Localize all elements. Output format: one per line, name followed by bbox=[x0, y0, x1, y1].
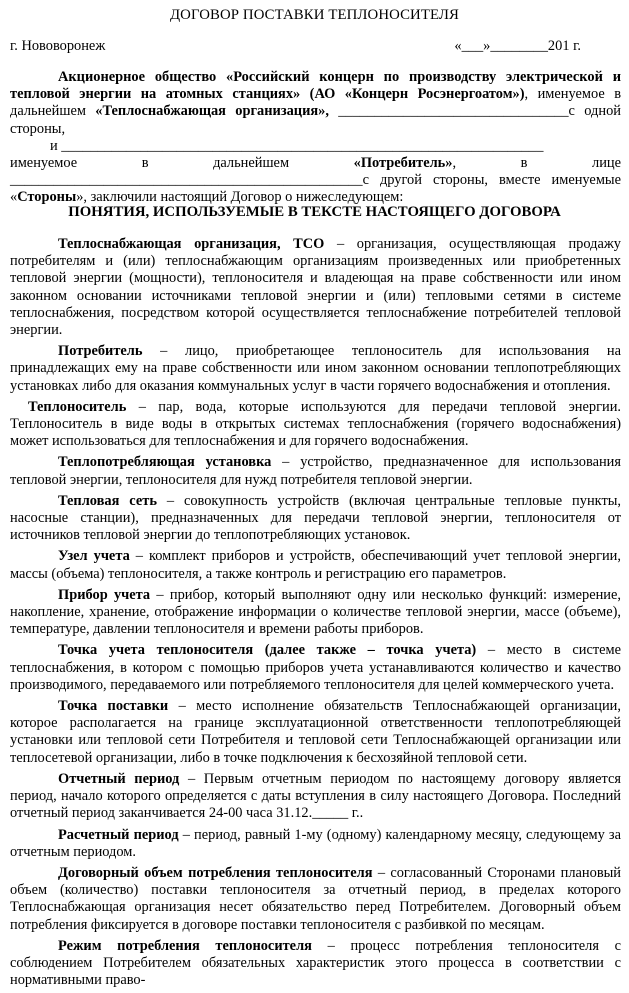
preamble-text: , именуемое в дальнейшем bbox=[10, 86, 621, 120]
definition-text: – пар, вода, которые используются для передачи тепловой энергии. Теплоноситель в виде воды в открытых системах теплоснабжения (горячего водоснабжения) может использоваться для теплоснабжения и для горячего водоснабжения. bbox=[10, 398, 621, 450]
preamble-text: , в лице _________________________________________________с другой стороны, вместе именуемые « bbox=[10, 155, 621, 206]
definition-term: Тепловая сеть bbox=[58, 492, 157, 509]
definition-item bbox=[10, 548, 621, 582]
definition-term: Точка учета теплоносителя (далее также – точка учета) bbox=[58, 642, 477, 659]
party-1-role: «Теплоснабжающая организация», bbox=[95, 103, 329, 120]
definition-text: – прибор, который выполняют одну или несколько функций: измерение, накопление, хранение, отображение информации о количестве тепловой энергии, массе (объеме), температуре, давлении теплоносителя и времени работы приборов. bbox=[10, 586, 621, 638]
definition-text: – организация, осуществляющая продажу потребителям и (или) теплоснабжающим организациям произведенных или приобретенных тепловой энергии (мощности), теплоносителя и владеющая на праве собственности или ином законном основании источниками тепловой энергии и (или) тепловыми сетями в системе теплоснабжения, посредством которой осуществляется теплоснабжение потребителей тепловой энергии. bbox=[10, 236, 621, 339]
definition-item bbox=[10, 827, 621, 861]
definitions-list bbox=[10, 236, 621, 993]
preamble-party-2 bbox=[10, 155, 621, 207]
section-title: ПОНЯТИЯ, ИСПОЛЬЗУЕМЫЕ В ТЕКСТЕ НАСТОЯЩЕГО ДОГОВОРА bbox=[68, 204, 561, 220]
definition-term: Теплоноситель bbox=[28, 398, 127, 415]
definition-text: – комплект приборов и устройств, обеспечивающий учет тепловой энергии, массы (объема) теплоносителя, а также контроль и регистрацию его параметров. bbox=[10, 548, 621, 582]
definition-item bbox=[10, 454, 621, 488]
preamble-text: », заключили настоящий Договор о нижеследующем: bbox=[76, 189, 404, 206]
definition-term: Узел учета bbox=[58, 548, 130, 565]
document-title: ДОГОВОР ПОСТАВКИ ТЕПЛОНОСИТЕЛЯ bbox=[169, 7, 460, 23]
party-1-blank: ________________________________ bbox=[328, 103, 569, 120]
definition-term: Теплопотребляющая установка bbox=[58, 454, 272, 471]
preamble bbox=[10, 69, 621, 207]
definition-item bbox=[10, 642, 621, 694]
definition-text: – совокупность устройств (включая центральные тепловые пункты, насосные станции), предназначенных для передачи тепловой энергии, теплоносителя от источников тепловой энергии до теплопотребляющих установок. bbox=[10, 492, 621, 544]
definition-item bbox=[10, 493, 621, 545]
definition-term: Договорный объем потребления теплоносителя bbox=[58, 864, 373, 881]
parties-term: Стороны bbox=[17, 189, 77, 206]
definition-item bbox=[10, 399, 621, 451]
definition-text: – место в системе теплоснабжения, в котором с помощью приборов учета устанавливаются количество и качество производимого, передаваемого или потребляемого теплоносителя для целей коммерческого учета. bbox=[10, 642, 621, 693]
definition-term: Прибор учета bbox=[58, 586, 151, 603]
definition-text: – период, равный 1-му (одному) календарному месяцу, следующему за отчетным периодом. bbox=[10, 826, 622, 860]
definition-term: Отчетный период bbox=[58, 770, 180, 787]
definition-term: Расчетный период bbox=[58, 826, 179, 843]
party-1-name: Акционерное общество «Российский концерн по производству электрической и тепловой энергии на атомных станциях» (АО «Концерн Росэнергоатом») bbox=[10, 69, 621, 103]
definition-item bbox=[10, 938, 621, 990]
definition-text: – процесс потребления теплоносителя с соблюдением Потребителем обязательных характеристик этого процесса в соответствии с нормативными право- bbox=[10, 937, 622, 989]
definition-item bbox=[10, 587, 621, 639]
definition-item bbox=[10, 698, 621, 767]
preamble-text: именуемое в дальнейшем bbox=[10, 155, 354, 172]
definition-text: – лицо, приобретающее теплоноситель для использования на принадлежащих ему на праве собственности или ином законном основании теплопотребляющих установках либо для оказания коммунальных услуг в части горячего водоснабжения и отопления. bbox=[10, 343, 621, 394]
definition-text: – согласованный Сторонами плановый объем (количество) поставки теплоносителя за отчетный период, в пределах которого Теплоснабжающая организация несет обязательство перед Потребителем. Договорный объем потребления фиксируется в договоре поставки теплоносителя с разбивкой по месяцам. bbox=[10, 864, 621, 933]
city: г. Нововоронеж bbox=[10, 38, 106, 54]
definition-text: – место исполнение обязательств Теплоснабжающей организации, которое располагается на границе эксплуатационной ответственности теплопотребляющей установки или тепловой сети Потребителя и тепловой сети Теплоснабжающей организации или теплосетевой организации, либо в точке подключения к бесхозяйной тепловой сети. bbox=[10, 698, 621, 766]
definition-text: – устройство, предназначенное для использования тепловой энергии, теплоносителя для нужд потребителя тепловой энергии. bbox=[10, 454, 621, 488]
preamble-and: и ___________________________________________________________________ bbox=[50, 137, 544, 154]
definition-item bbox=[10, 343, 621, 395]
contract-date: «___»________201 г. bbox=[454, 38, 581, 54]
definition-term: Точка поставки bbox=[58, 698, 169, 715]
place-date-row bbox=[10, 38, 619, 56]
preamble-party-1 bbox=[10, 69, 621, 138]
preamble-text: с одной стороны, bbox=[10, 103, 621, 137]
definition-term: Режим потребления теплоносителя bbox=[58, 937, 312, 954]
party-2-role: «Потребитель» bbox=[353, 155, 453, 172]
definition-text: – Первым отчетным периодом по настоящему договору является период, начало которого определяется с даты вступления в силу настоящего Договора. Последний отчетный период заканчивается 24-00 часа 31.12._____ г.. bbox=[10, 770, 621, 822]
definition-item bbox=[10, 865, 621, 934]
definition-term: Потребитель bbox=[58, 343, 143, 360]
definition-term: Теплоснабжающая организация, ТСО bbox=[58, 236, 325, 252]
definition-item bbox=[10, 236, 621, 339]
definition-item bbox=[10, 771, 621, 823]
